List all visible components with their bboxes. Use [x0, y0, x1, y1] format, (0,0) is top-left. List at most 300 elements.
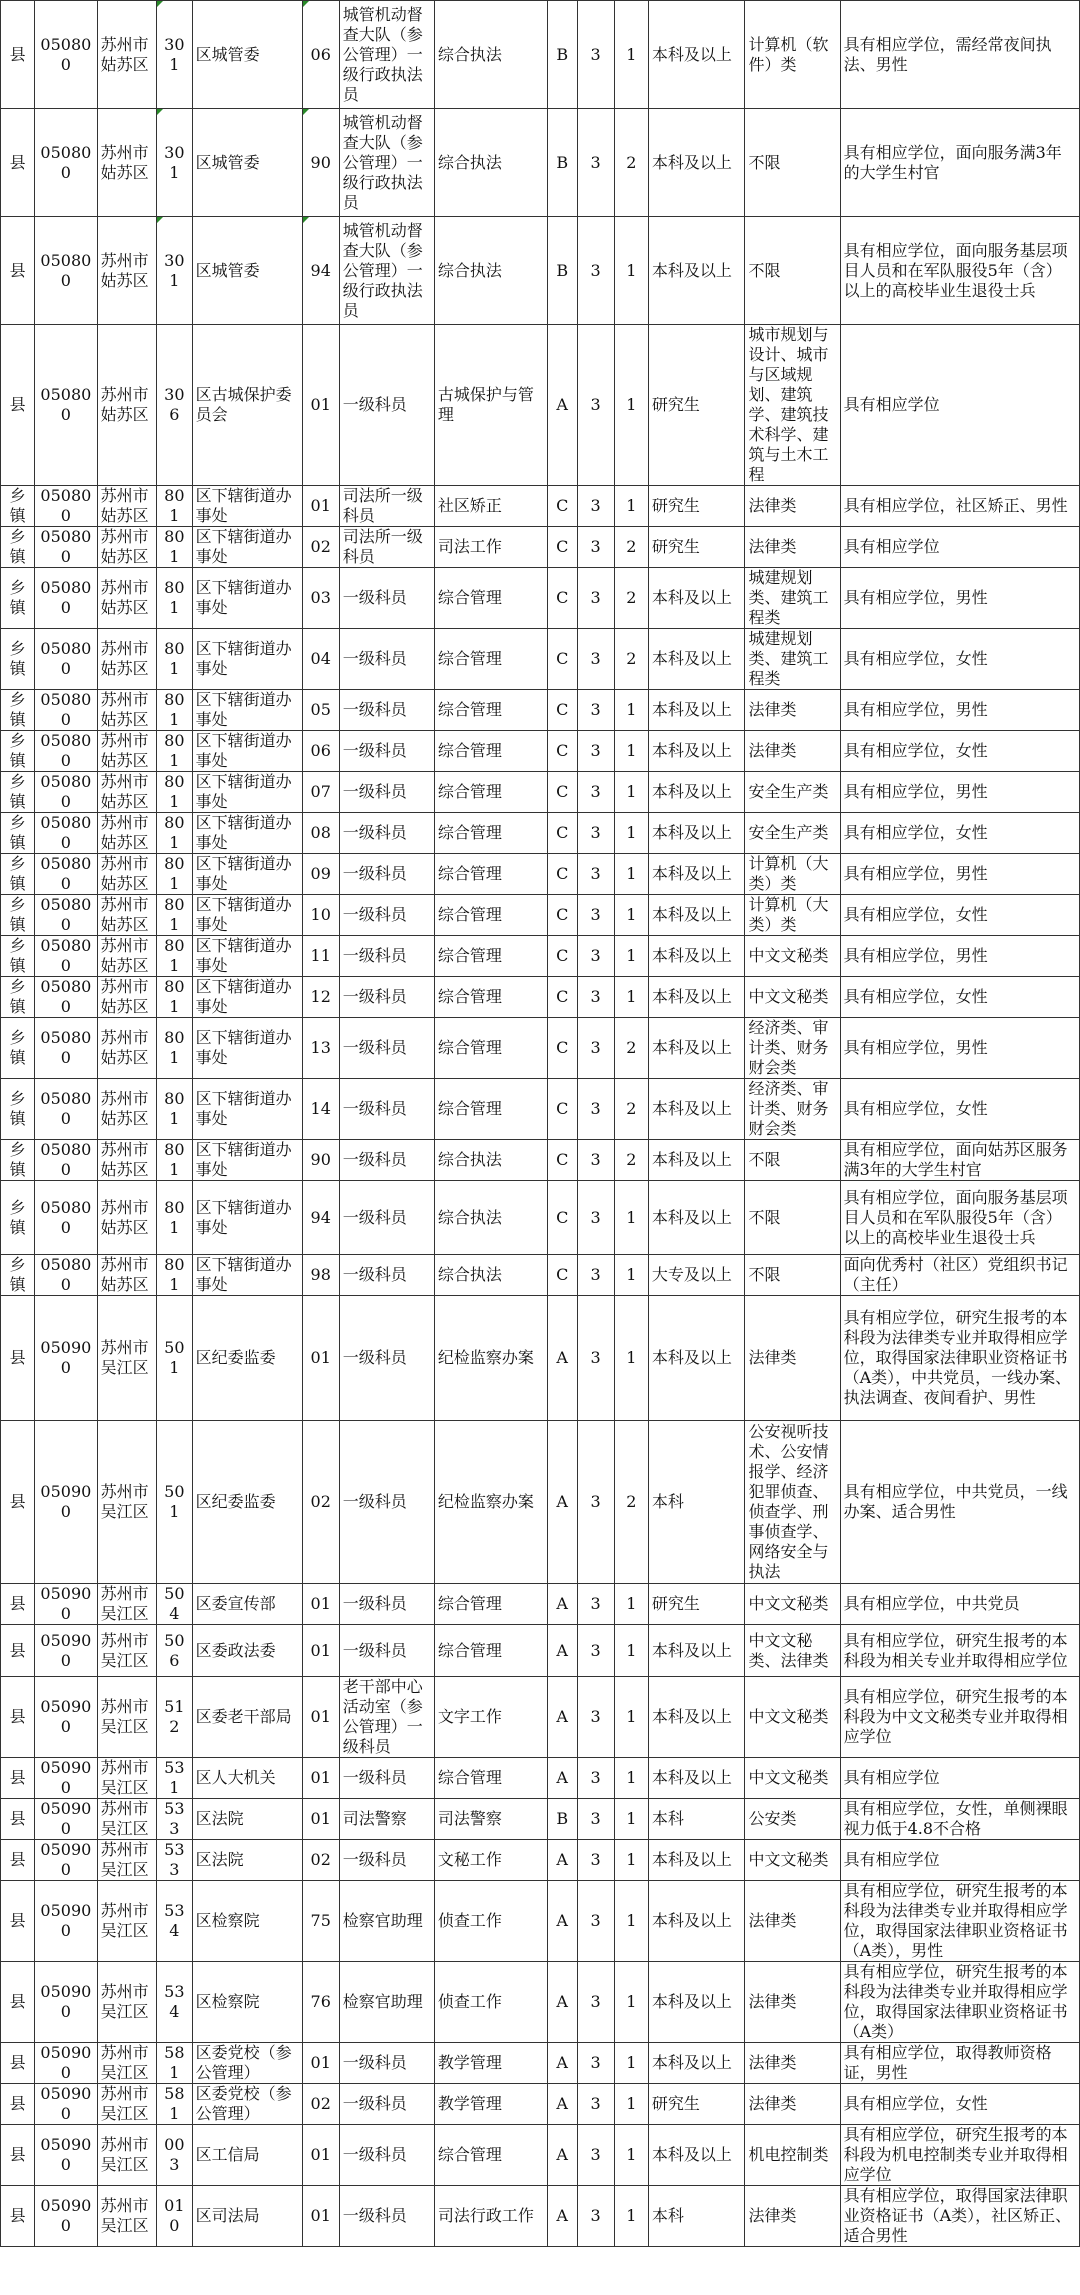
table-row [1, 1255, 1080, 1296]
cell-requirement: 具有相应学位，面向服务满3年的大学生村官 [840, 109, 1079, 217]
cell-education: 本科及以上 [648, 1840, 745, 1881]
cell-count: 1 [614, 2043, 648, 2084]
cell-ratio: 3 [577, 1584, 614, 1625]
cell-count: 1 [614, 813, 648, 854]
cell-work: 教学管理 [434, 2084, 547, 2125]
cell-level: 乡镇 [1, 1255, 35, 1296]
cell-education: 本科及以上 [648, 1758, 745, 1799]
cell-ratio: 3 [577, 1018, 614, 1079]
cell-count: 1 [614, 1799, 648, 1840]
cell-exam-cat: C [547, 854, 577, 895]
cell-position: 一级科员 [339, 2186, 434, 2247]
cell-level: 乡镇 [1, 486, 35, 527]
cell-pos-code: 02 [302, 527, 339, 568]
cell-dept-code: 050900 [35, 2125, 97, 2186]
cell-region: 苏州市姑苏区 [97, 486, 156, 527]
cell-org-name: 区下辖街道办事处 [192, 690, 302, 731]
cell-exam-cat: C [547, 1018, 577, 1079]
cell-requirement: 具有相应学位 [840, 325, 1079, 486]
cell-org-name: 区下辖街道办事处 [192, 854, 302, 895]
cell-major: 机电控制类 [745, 2125, 840, 2186]
cell-org-code: 306 [157, 325, 193, 486]
cell-requirement: 具有相应学位，中共党员 [840, 1584, 1079, 1625]
cell-position: 一级科员 [339, 690, 434, 731]
cell-position: 老干部中心活动室（参公管理）一级科员 [339, 1677, 434, 1758]
cell-work: 综合管理 [434, 1079, 547, 1140]
cell-dept-code: 050800 [35, 1181, 97, 1255]
cell-org-name: 区下辖街道办事处 [192, 568, 302, 629]
cell-org-name: 区下辖街道办事处 [192, 629, 302, 690]
cell-level: 乡镇 [1, 895, 35, 936]
cell-ratio: 3 [577, 1758, 614, 1799]
cell-position: 一级科员 [339, 731, 434, 772]
cell-major: 不限 [745, 1181, 840, 1255]
cell-region: 苏州市姑苏区 [97, 109, 156, 217]
cell-ratio: 3 [577, 1181, 614, 1255]
cell-major: 公安视听技术、公安情报学、经济犯罪侦查、侦查学、刑事侦查学、网络安全与执法 [745, 1421, 840, 1584]
cell-major: 计算机（软件）类 [745, 1, 840, 109]
cell-education: 本科及以上 [648, 936, 745, 977]
cell-org-code: 533 [157, 1840, 193, 1881]
cell-major: 中文文秘类 [745, 936, 840, 977]
table-row [1, 1625, 1080, 1677]
cell-level: 县 [1, 1677, 35, 1758]
cell-count: 1 [614, 895, 648, 936]
cell-education: 研究生 [648, 1584, 745, 1625]
cell-count: 1 [614, 1181, 648, 1255]
table-row [1, 325, 1080, 486]
cell-work: 侦查工作 [434, 1881, 547, 1962]
cell-ratio: 3 [577, 895, 614, 936]
table-row [1, 977, 1080, 1018]
cell-dept-code: 050800 [35, 486, 97, 527]
cell-education: 本科及以上 [648, 772, 745, 813]
table-row [1, 109, 1080, 217]
cell-region: 苏州市吴江区 [97, 2043, 156, 2084]
cell-work: 综合管理 [434, 629, 547, 690]
cell-major: 计算机（大类）类 [745, 854, 840, 895]
cell-pos-code: 94 [302, 217, 339, 325]
cell-major: 不限 [745, 109, 840, 217]
cell-dept-code: 050900 [35, 1962, 97, 2043]
cell-org-name: 区城管委 [192, 217, 302, 325]
cell-exam-cat: C [547, 895, 577, 936]
cell-pos-code: 01 [302, 1677, 339, 1758]
cell-level: 乡镇 [1, 731, 35, 772]
cell-education: 本科及以上 [648, 690, 745, 731]
cell-org-name: 区下辖街道办事处 [192, 1181, 302, 1255]
cell-position: 一级科员 [339, 2084, 434, 2125]
cell-level: 乡镇 [1, 568, 35, 629]
cell-dept-code: 050800 [35, 690, 97, 731]
cell-count: 1 [614, 1584, 648, 1625]
cell-exam-cat: A [547, 2125, 577, 2186]
cell-work: 综合管理 [434, 977, 547, 1018]
cell-position: 一级科员 [339, 568, 434, 629]
cell-work: 综合管理 [434, 813, 547, 854]
cell-requirement: 具有相应学位，需经常夜间执法、男性 [840, 1, 1079, 109]
table-row [1, 1296, 1080, 1421]
cell-position: 一级科员 [339, 1296, 434, 1421]
cell-ratio: 3 [577, 1421, 614, 1584]
cell-dept-code: 050800 [35, 772, 97, 813]
cell-requirement: 具有相应学位，面向姑苏区服务满3年的大学生村官 [840, 1140, 1079, 1181]
cell-work: 综合执法 [434, 1255, 547, 1296]
cell-requirement: 具有相应学位，女性 [840, 629, 1079, 690]
cell-org-code: 801 [157, 1018, 193, 1079]
cell-count: 1 [614, 2186, 648, 2247]
cell-org-name: 区下辖街道办事处 [192, 1140, 302, 1181]
cell-count: 1 [614, 325, 648, 486]
cell-org-name: 区下辖街道办事处 [192, 772, 302, 813]
cell-level: 乡镇 [1, 1018, 35, 1079]
cell-education: 本科及以上 [648, 1181, 745, 1255]
cell-dept-code: 050800 [35, 325, 97, 486]
cell-org-code: 801 [157, 690, 193, 731]
cell-education: 本科 [648, 2186, 745, 2247]
cell-pos-code: 01 [302, 325, 339, 486]
cell-count: 1 [614, 2125, 648, 2186]
cell-pos-code: 01 [302, 1758, 339, 1799]
cell-ratio: 3 [577, 527, 614, 568]
cell-exam-cat: C [547, 527, 577, 568]
cell-dept-code: 050900 [35, 1840, 97, 1881]
cell-dept-code: 050900 [35, 2084, 97, 2125]
cell-major: 法律类 [745, 2084, 840, 2125]
table-row [1, 1758, 1080, 1799]
cell-education: 本科及以上 [648, 1962, 745, 2043]
cell-pos-code: 04 [302, 629, 339, 690]
cell-count: 1 [614, 1758, 648, 1799]
cell-level: 县 [1, 1962, 35, 2043]
cell-region: 苏州市吴江区 [97, 1962, 156, 2043]
cell-org-code: 801 [157, 629, 193, 690]
cell-position: 一级科员 [339, 1421, 434, 1584]
cell-org-code: 801 [157, 854, 193, 895]
cell-count: 2 [614, 1018, 648, 1079]
cell-education: 本科及以上 [648, 977, 745, 1018]
cell-region: 苏州市吴江区 [97, 1625, 156, 1677]
cell-position: 一级科员 [339, 2043, 434, 2084]
cell-org-name: 区下辖街道办事处 [192, 1079, 302, 1140]
cell-count: 1 [614, 1255, 648, 1296]
cell-work: 综合执法 [434, 1, 547, 109]
cell-education: 本科及以上 [648, 629, 745, 690]
cell-exam-cat: A [547, 2186, 577, 2247]
cell-count: 2 [614, 1140, 648, 1181]
cell-ratio: 3 [577, 2084, 614, 2125]
cell-position: 城管机动督查大队（参公管理）一级行政执法员 [339, 1, 434, 109]
table-row [1, 1799, 1080, 1840]
cell-position: 一级科员 [339, 977, 434, 1018]
cell-level: 乡镇 [1, 813, 35, 854]
cell-education: 本科 [648, 1799, 745, 1840]
cell-region: 苏州市吴江区 [97, 1296, 156, 1421]
cell-count: 1 [614, 1625, 648, 1677]
cell-pos-code: 05 [302, 690, 339, 731]
cell-position: 一级科员 [339, 2125, 434, 2186]
cell-org-code: 506 [157, 1625, 193, 1677]
cell-major: 不限 [745, 1140, 840, 1181]
cell-level: 县 [1, 1625, 35, 1677]
table-row [1, 1881, 1080, 1962]
table-row [1, 772, 1080, 813]
cell-ratio: 3 [577, 1799, 614, 1840]
cell-requirement: 具有相应学位，男性 [840, 1018, 1079, 1079]
cell-org-code: 801 [157, 1181, 193, 1255]
cell-pos-code: 01 [302, 1296, 339, 1421]
cell-level: 县 [1, 1799, 35, 1840]
cell-work: 综合执法 [434, 217, 547, 325]
cell-education: 研究生 [648, 2084, 745, 2125]
cell-region: 苏州市吴江区 [97, 2186, 156, 2247]
cell-work: 综合管理 [434, 1625, 547, 1677]
cell-region: 苏州市姑苏区 [97, 813, 156, 854]
cell-level: 县 [1, 109, 35, 217]
cell-level: 乡镇 [1, 527, 35, 568]
cell-ratio: 3 [577, 1625, 614, 1677]
cell-pos-code: 06 [302, 731, 339, 772]
cell-ratio: 3 [577, 2186, 614, 2247]
cell-major: 不限 [745, 1255, 840, 1296]
cell-pos-code: 02 [302, 1421, 339, 1584]
cell-major: 法律类 [745, 486, 840, 527]
cell-exam-cat: A [547, 1758, 577, 1799]
table-row [1, 1962, 1080, 2043]
cell-exam-cat: A [547, 1421, 577, 1584]
cell-ratio: 3 [577, 486, 614, 527]
cell-dept-code: 050900 [35, 1584, 97, 1625]
cell-ratio: 3 [577, 217, 614, 325]
cell-org-name: 区下辖街道办事处 [192, 731, 302, 772]
cell-dept-code: 050800 [35, 109, 97, 217]
cell-requirement: 具有相应学位，女性 [840, 813, 1079, 854]
cell-requirement: 具有相应学位，取得教师资格证，男性 [840, 2043, 1079, 2084]
cell-education: 本科及以上 [648, 1079, 745, 1140]
cell-pos-code: 08 [302, 813, 339, 854]
cell-count: 2 [614, 1079, 648, 1140]
cell-education: 本科及以上 [648, 1881, 745, 1962]
cell-dept-code: 050900 [35, 1881, 97, 1962]
cell-count: 1 [614, 1677, 648, 1758]
cell-count: 1 [614, 1840, 648, 1881]
cell-requirement: 具有相应学位，女性 [840, 895, 1079, 936]
cell-requirement: 具有相应学位，男性 [840, 690, 1079, 731]
cell-exam-cat: B [547, 217, 577, 325]
cell-level: 县 [1, 325, 35, 486]
cell-dept-code: 050800 [35, 731, 97, 772]
cell-region: 苏州市姑苏区 [97, 1079, 156, 1140]
cell-position: 一级科员 [339, 813, 434, 854]
cell-org-name: 区城管委 [192, 109, 302, 217]
cell-requirement: 具有相应学位，社区矫正、男性 [840, 486, 1079, 527]
table-row [1, 1181, 1080, 1255]
cell-requirement: 具有相应学位，研究生报考的本科段为中文文秘类专业并取得相应学位 [840, 1677, 1079, 1758]
cell-education: 研究生 [648, 527, 745, 568]
cell-region: 苏州市吴江区 [97, 1584, 156, 1625]
cell-pos-code: 02 [302, 1840, 339, 1881]
cell-pos-code: 10 [302, 895, 339, 936]
cell-ratio: 3 [577, 1962, 614, 2043]
cell-pos-code: 01 [302, 2043, 339, 2084]
cell-requirement: 具有相应学位，面向服务基层项目人员和在军队服役5年（含）以上的高校毕业生退役士兵 [840, 217, 1079, 325]
cell-org-code: 301 [157, 1, 193, 109]
cell-level: 县 [1, 1840, 35, 1881]
cell-org-name: 区工信局 [192, 2125, 302, 2186]
cell-level: 县 [1, 1584, 35, 1625]
cell-exam-cat: C [547, 977, 577, 1018]
cell-org-code: 801 [157, 1255, 193, 1296]
cell-education: 研究生 [648, 325, 745, 486]
cell-pos-code: 14 [302, 1079, 339, 1140]
cell-position: 司法警察 [339, 1799, 434, 1840]
cell-dept-code: 050800 [35, 813, 97, 854]
cell-org-name: 区委老干部局 [192, 1677, 302, 1758]
cell-position: 一级科员 [339, 1625, 434, 1677]
cell-pos-code: 90 [302, 109, 339, 217]
table-row [1, 813, 1080, 854]
cell-exam-cat: C [547, 1255, 577, 1296]
cell-work: 文秘工作 [434, 1840, 547, 1881]
cell-exam-cat: C [547, 936, 577, 977]
cell-level: 乡镇 [1, 1079, 35, 1140]
cell-work: 综合管理 [434, 936, 547, 977]
cell-org-name: 区委党校（参公管理） [192, 2084, 302, 2125]
cell-level: 乡镇 [1, 690, 35, 731]
cell-ratio: 3 [577, 690, 614, 731]
cell-region: 苏州市姑苏区 [97, 1255, 156, 1296]
cell-org-code: 533 [157, 1799, 193, 1840]
cell-pos-code: 75 [302, 1881, 339, 1962]
cell-region: 苏州市姑苏区 [97, 1140, 156, 1181]
cell-education: 本科及以上 [648, 109, 745, 217]
table-row [1, 854, 1080, 895]
table-row [1, 1677, 1080, 1758]
cell-org-code: 581 [157, 2084, 193, 2125]
cell-requirement: 具有相应学位，女性 [840, 977, 1079, 1018]
cell-count: 1 [614, 854, 648, 895]
cell-education: 本科及以上 [648, 2043, 745, 2084]
table-row [1, 486, 1080, 527]
cell-exam-cat: B [547, 1, 577, 109]
cell-work: 文字工作 [434, 1677, 547, 1758]
cell-level: 乡镇 [1, 772, 35, 813]
cell-dept-code: 050800 [35, 854, 97, 895]
cell-work: 综合管理 [434, 731, 547, 772]
cell-exam-cat: A [547, 1296, 577, 1421]
cell-requirement: 具有相应学位，面向服务基层项目人员和在军队服役5年（含）以上的高校毕业生退役士兵 [840, 1181, 1079, 1255]
cell-region: 苏州市姑苏区 [97, 895, 156, 936]
cell-education: 本科及以上 [648, 1625, 745, 1677]
cell-major: 安全生产类 [745, 772, 840, 813]
cell-requirement: 具有相应学位，研究生报考的本科段为法律类专业并取得相应学位，取得国家法律职业资格证书（A类），中共党员，一线办案、执法调查、夜间看护、男性 [840, 1296, 1079, 1421]
cell-work: 教学管理 [434, 2043, 547, 2084]
cell-dept-code: 050800 [35, 527, 97, 568]
cell-ratio: 3 [577, 854, 614, 895]
table-row [1, 217, 1080, 325]
cell-org-code: 501 [157, 1421, 193, 1584]
cell-position: 一级科员 [339, 629, 434, 690]
cell-dept-code: 050800 [35, 1, 97, 109]
cell-pos-code: 12 [302, 977, 339, 1018]
cell-education: 本科及以上 [648, 731, 745, 772]
cell-region: 苏州市姑苏区 [97, 690, 156, 731]
cell-exam-cat: C [547, 690, 577, 731]
cell-org-name: 区下辖街道办事处 [192, 813, 302, 854]
cell-requirement: 面向优秀村（社区）党组织书记（主任） [840, 1255, 1079, 1296]
cell-region: 苏州市吴江区 [97, 2125, 156, 2186]
cell-region: 苏州市吴江区 [97, 2084, 156, 2125]
cell-count: 1 [614, 1, 648, 109]
cell-education: 本科 [648, 1421, 745, 1584]
cell-org-code: 801 [157, 772, 193, 813]
table-row [1, 895, 1080, 936]
cell-org-code: 512 [157, 1677, 193, 1758]
cell-count: 1 [614, 772, 648, 813]
cell-major: 中文文秘类 [745, 1677, 840, 1758]
table-row [1, 1079, 1080, 1140]
cell-pos-code: 13 [302, 1018, 339, 1079]
cell-region: 苏州市姑苏区 [97, 977, 156, 1018]
cell-major: 安全生产类 [745, 813, 840, 854]
cell-major: 中文文秘类 [745, 1584, 840, 1625]
cell-dept-code: 050900 [35, 1296, 97, 1421]
cell-pos-code: 76 [302, 1962, 339, 2043]
cell-education: 本科及以上 [648, 895, 745, 936]
cell-org-name: 区下辖街道办事处 [192, 977, 302, 1018]
cell-level: 县 [1, 2043, 35, 2084]
cell-pos-code: 01 [302, 1625, 339, 1677]
cell-org-name: 区法院 [192, 1799, 302, 1840]
cell-exam-cat: A [547, 2043, 577, 2084]
cell-pos-code: 01 [302, 2125, 339, 2186]
cell-pos-code: 01 [302, 1799, 339, 1840]
cell-ratio: 3 [577, 1255, 614, 1296]
cell-position: 一级科员 [339, 1255, 434, 1296]
cell-org-name: 区司法局 [192, 2186, 302, 2247]
cell-exam-cat: C [547, 1181, 577, 1255]
cell-region: 苏州市姑苏区 [97, 731, 156, 772]
cell-exam-cat: C [547, 1079, 577, 1140]
cell-position: 一级科员 [339, 895, 434, 936]
cell-level: 县 [1, 1881, 35, 1962]
cell-pos-code: 01 [302, 1584, 339, 1625]
cell-region: 苏州市姑苏区 [97, 772, 156, 813]
cell-ratio: 3 [577, 325, 614, 486]
cell-dept-code: 050900 [35, 1758, 97, 1799]
table-row [1, 731, 1080, 772]
cell-requirement: 具有相应学位 [840, 1758, 1079, 1799]
cell-ratio: 3 [577, 1677, 614, 1758]
cell-org-name: 区检察院 [192, 1962, 302, 2043]
cell-exam-cat: A [547, 1584, 577, 1625]
cell-count: 2 [614, 629, 648, 690]
table-row [1, 2125, 1080, 2186]
cell-major: 中文文秘类、法律类 [745, 1625, 840, 1677]
cell-ratio: 3 [577, 772, 614, 813]
cell-level: 县 [1, 2084, 35, 2125]
cell-ratio: 3 [577, 1140, 614, 1181]
cell-org-code: 301 [157, 109, 193, 217]
cell-exam-cat: C [547, 1140, 577, 1181]
cell-pos-code: 02 [302, 2084, 339, 2125]
cell-exam-cat: A [547, 325, 577, 486]
cell-dept-code: 050900 [35, 1625, 97, 1677]
cell-ratio: 3 [577, 2125, 614, 2186]
cell-level: 县 [1, 217, 35, 325]
cell-org-code: 003 [157, 2125, 193, 2186]
cell-education: 本科及以上 [648, 1140, 745, 1181]
